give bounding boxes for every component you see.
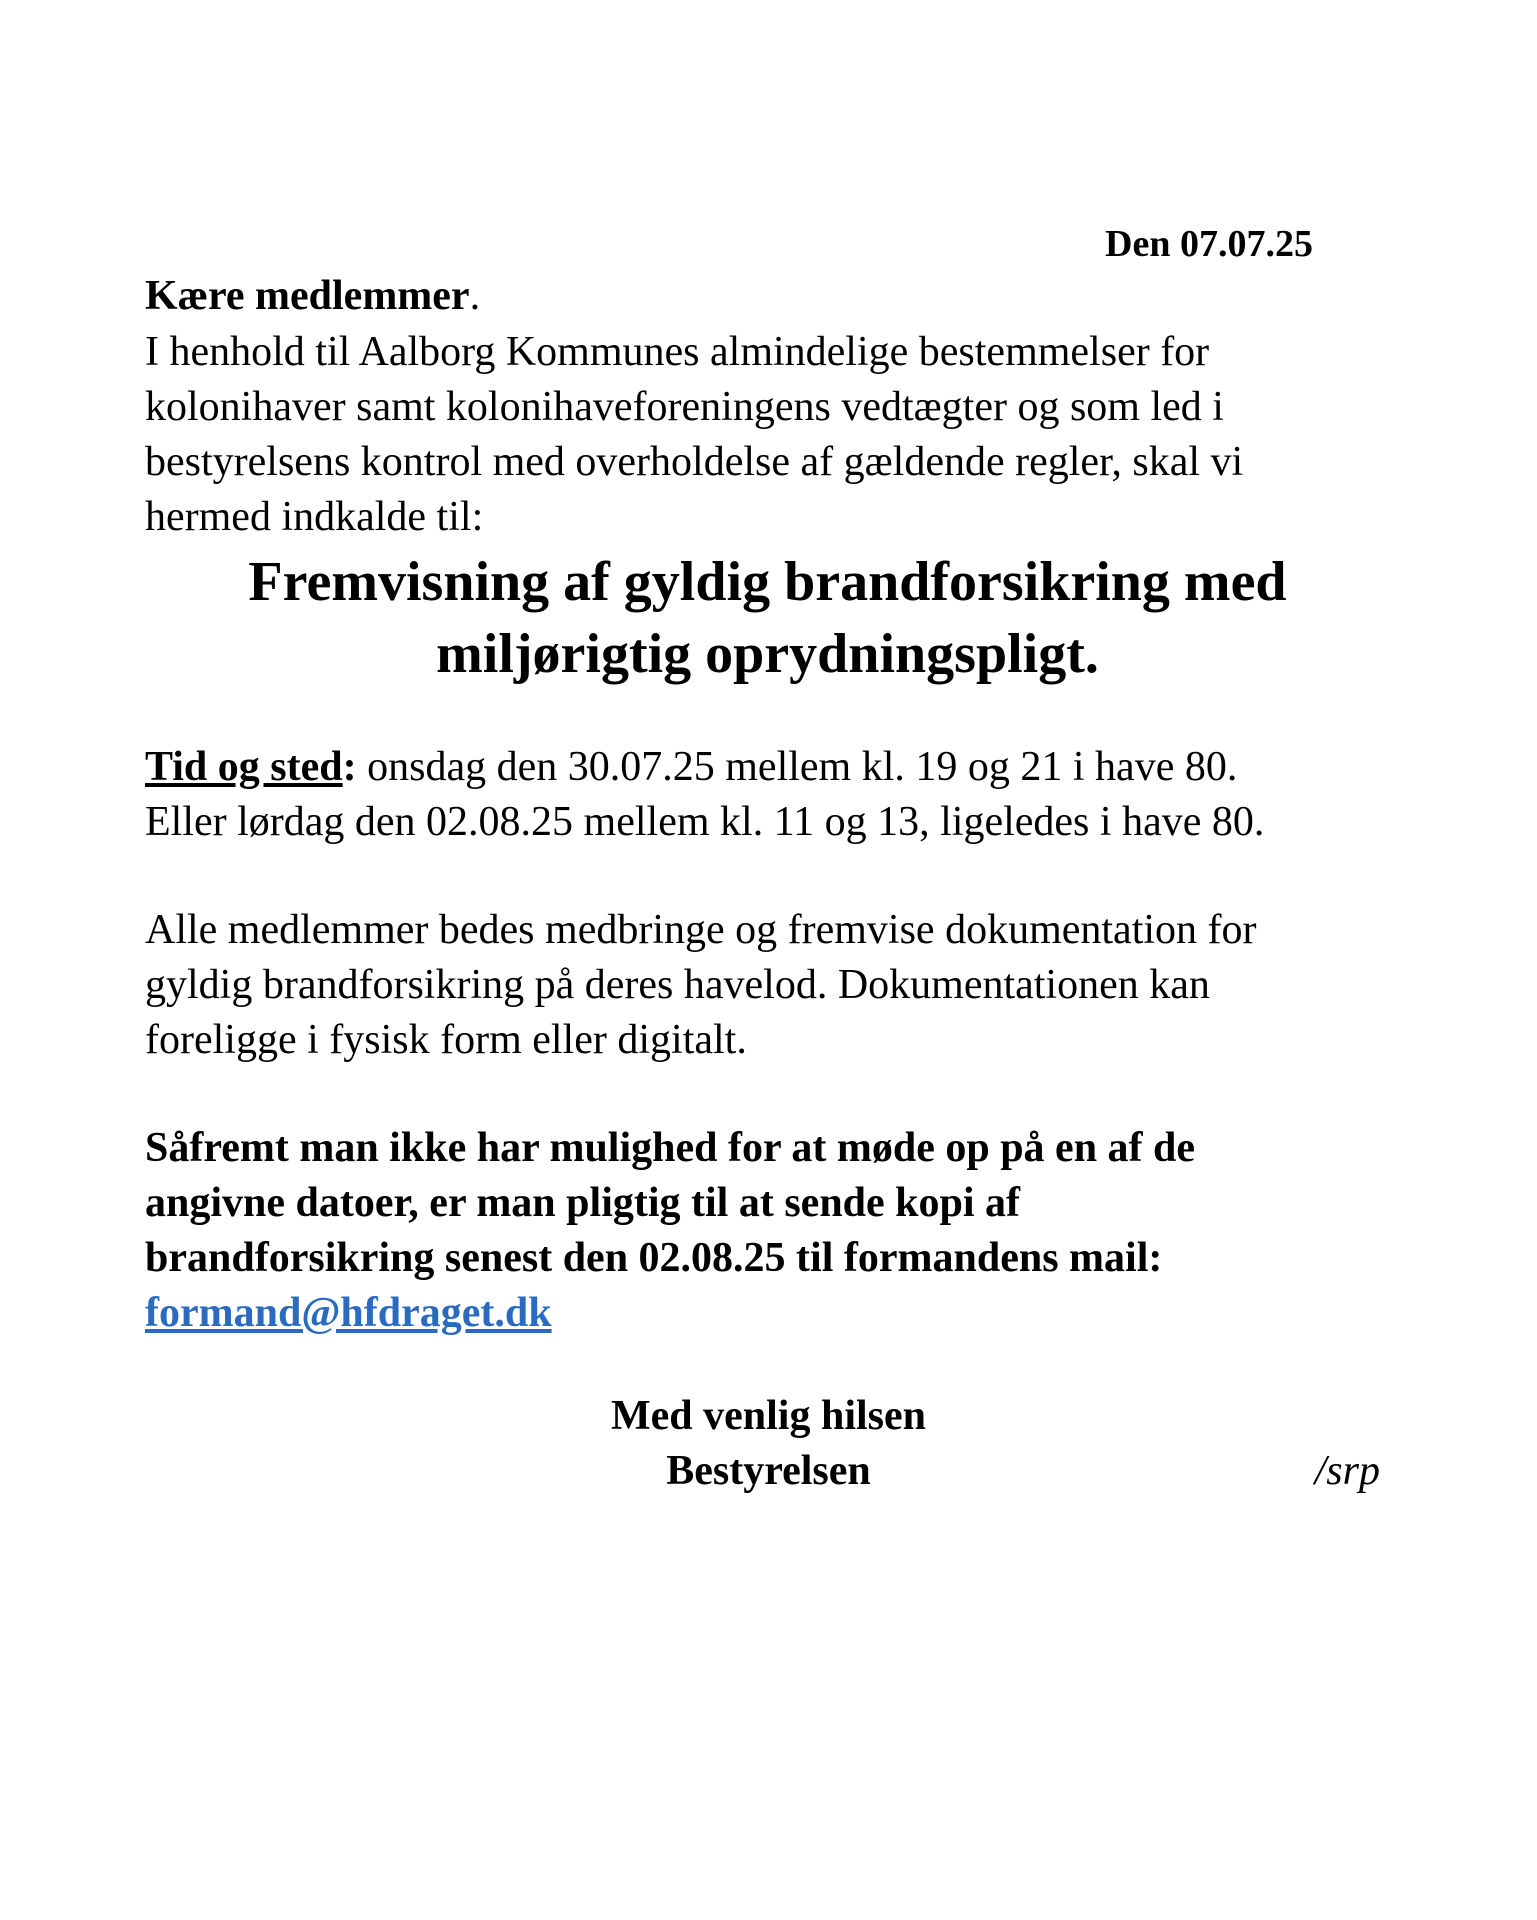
intro-line: hermed indkalde til: <box>145 494 484 540</box>
documentation-paragraph <box>145 903 1257 1068</box>
headline-line: miljørigtig oprydningspligt. <box>436 623 1099 685</box>
time-and-place <box>145 740 1264 850</box>
headline-line: Fremvisning af gyldig brandforsikring med <box>248 551 1287 613</box>
intro-line: I henhold til Aalborg Kommunes almindelige bestemmelser for <box>145 329 1210 375</box>
greeting-salutation: Kære medlemmer <box>145 273 470 319</box>
time-place-line-1 <box>145 740 1264 795</box>
notice-line: Såfremt man ikke har mulighed for at møde op på en af de <box>145 1125 1196 1171</box>
time-place-colon: : <box>342 744 357 790</box>
notice-line: angivne datoer, er man pligtig til at sende kopi af <box>145 1180 1021 1226</box>
letter-date: Den 07.07.25 <box>1105 223 1313 265</box>
closing-regards: Med venlig hilsen <box>610 1393 927 1439</box>
notice-paragraph <box>145 1121 1195 1341</box>
closing <box>0 1389 1537 1499</box>
time-place-first-date: onsdag den 30.07.25 mellem kl. 19 og 21 i have 80. <box>356 744 1238 790</box>
intro-line: bestyrelsens kontrol med overholdelse af gældende regler, skal vi <box>145 439 1244 485</box>
signature-initials: /srp <box>1314 1448 1380 1494</box>
closing-sender: Bestyrelsen <box>666 1448 871 1494</box>
time-place-label: Tid og sted <box>145 744 343 790</box>
intro-paragraph <box>145 325 1405 545</box>
headline <box>145 546 1390 690</box>
time-place-line-2: Eller lørdag den 02.08.25 mellem kl. 11 og 13, ligeledes i have 80. <box>145 799 1265 845</box>
intro-line: kolonihaver samt kolonihaveforeningens vedtægter og som led i <box>145 384 1224 430</box>
chairman-email-link[interactable]: formand@hfdraget.dk <box>145 1290 552 1336</box>
notice-line: brandforsikring senest den 02.08.25 til formandens mail: <box>145 1235 1163 1281</box>
documentation-line: foreligge i fysisk form eller digitalt. <box>145 1017 747 1063</box>
greeting <box>145 272 480 320</box>
greeting-punct: . <box>469 273 481 319</box>
documentation-line: gyldig brandforsikring på deres havelod. Dokumentationen kan <box>145 962 1210 1008</box>
documentation-line: Alle medlemmer bedes medbringe og fremvise dokumentation for <box>145 907 1257 953</box>
